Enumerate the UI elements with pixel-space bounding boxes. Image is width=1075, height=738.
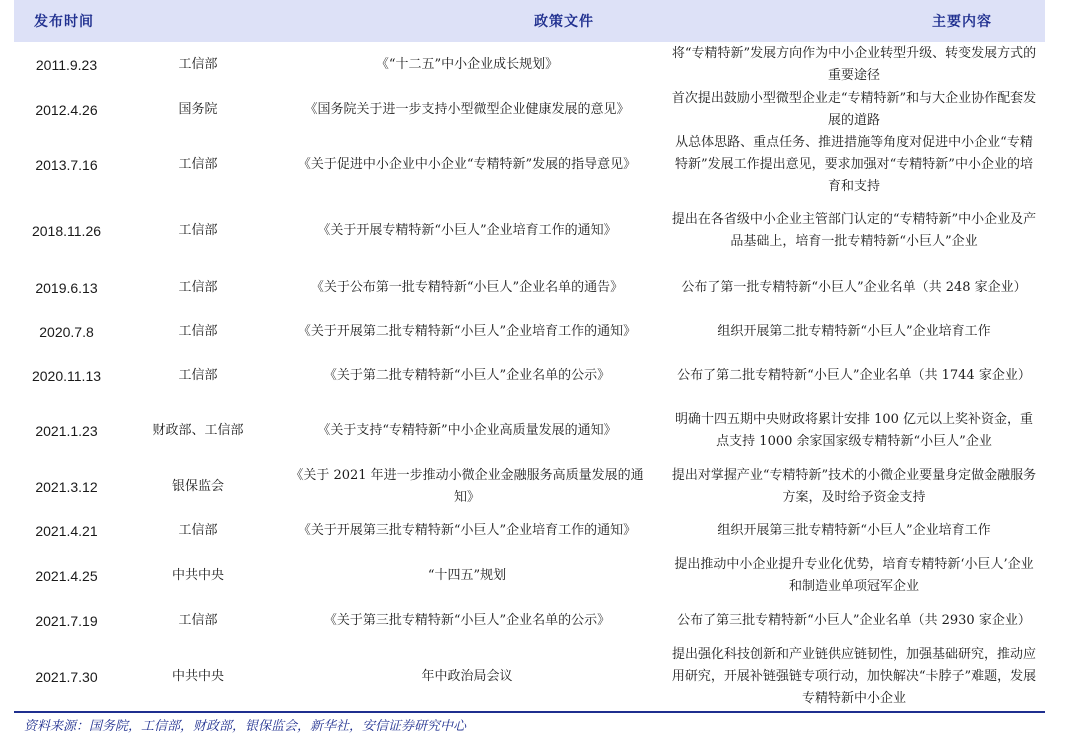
cell-document: 《关于公布第一批专精特新“小巨人”企业名单的通告》 [310, 279, 624, 295]
cell-content: 将“专精特新”发展方向作为中小企业转型升级、转变发展方式的重要途径 [671, 45, 1037, 83]
table-row [14, 310, 1045, 354]
cell-dept: 工信部 [178, 56, 218, 72]
bottom-rule [14, 711, 1045, 713]
table-row [14, 397, 1045, 465]
cell-content: 提出推动中小企业提升专业化优势，培育专精特新‘小巨人’企业和制造业单项冠军企业 [674, 557, 1034, 594]
cell-date: 2012.4.26 [35, 102, 98, 118]
cell-dept: 工信部 [178, 324, 218, 339]
table-row [14, 598, 1045, 643]
cell-document: 《“十二五”中小企业成长规划》 [375, 56, 559, 72]
cell-document: 《关于第二批专精特新“小巨人”企业名单的公示》 [323, 367, 611, 383]
table-row [14, 87, 1045, 133]
table-row [14, 554, 1045, 598]
cell-dept: 工信部 [178, 523, 218, 538]
cell-document: 《关于促进中小企业中小企业“专精特新”发展的指导意见》 [297, 157, 637, 172]
cell-document: 《关于 2021 年进一步推动小微企业金融服务高质量发展的通知》 [290, 467, 644, 505]
cell-content: 公布了第一批专精特新“小巨人”企业名单（共 248 家企业） [681, 279, 1027, 295]
cell-date: 2020.11.13 [31, 367, 102, 384]
cell-dept: 国务院 [178, 102, 218, 117]
cell-date: 2013.7.16 [35, 157, 98, 173]
cell-document: 《关于第三批专精特新“小巨人”企业名单的公示》 [323, 612, 611, 628]
cell-dept: 工信部 [178, 157, 218, 172]
cell-date: 2021.4.21 [35, 523, 98, 539]
cell-document: 年中政治局会议 [421, 668, 513, 684]
cell-dept: 银保监会 [171, 478, 224, 494]
table-row [14, 643, 1045, 710]
cell-dept: 财政部、工信部 [152, 423, 244, 438]
cell-date: 2020.7.8 [39, 324, 94, 340]
cell-content: 从总体思路、重点任务、推进措施等角度对促进中小企业“专精特新”发展工作提出意见，要求加强对“专精特新”中小企业的培育和支持 [675, 135, 1033, 194]
cell-date: 2011.9.23 [35, 56, 98, 73]
cell-document: 《国务院关于进一步支持小型微型企业健康发展的意见》 [304, 102, 630, 117]
cell-date: 2021.7.19 [35, 612, 98, 629]
table-row [14, 508, 1045, 554]
cell-document: 《关于开展专精特新“小巨人”企业培育工作的通知》 [317, 223, 617, 238]
table-body [14, 42, 1045, 710]
cell-document: 《关于开展第二批专精特新“小巨人”企业培育工作的通知》 [297, 324, 637, 339]
cell-content: 公布了第三批专精特新“小巨人”企业名单（共 2930 家企业） [677, 612, 1031, 628]
cell-dept: 中共中央 [171, 668, 224, 684]
cell-date: 2021.3.12 [35, 478, 98, 495]
cell-date: 2021.7.30 [35, 668, 98, 685]
table-row [14, 465, 1045, 508]
cell-content: 组织开展第二批专精特新“小巨人”企业培育工作 [717, 324, 991, 339]
header-content: 主要内容 [932, 14, 992, 30]
cell-document: 《关于开展第三批专精特新“小巨人”企业培育工作的通知》 [297, 523, 637, 538]
cell-document: 《关于支持“专精特新”中小企业高质量发展的通知》 [317, 423, 617, 438]
cell-content: 明确十四五期中央财政将累计安排 100 亿元以上奖补资金，重点支持 1000 余家国家级专精特新“小巨人”企业 [674, 412, 1034, 449]
cell-dept: 工信部 [178, 612, 218, 628]
cell-date: 2021.1.23 [35, 423, 98, 439]
cell-content: 提出对掌握产业“专精特新”技术的小微企业要量身定做金融服务方案，及时给予资金支持 [671, 467, 1037, 505]
table-row [14, 133, 1045, 197]
cell-date: 2021.4.25 [35, 568, 98, 584]
cell-dept: 工信部 [178, 279, 218, 295]
cell-content: 组织开展第三批专精特新“小巨人”企业培育工作 [717, 523, 991, 538]
cell-dept: 中共中央 [171, 568, 224, 583]
cell-document: “十四五”规划 [427, 568, 507, 583]
table-row [14, 197, 1045, 265]
table-row [14, 265, 1045, 310]
table-row [14, 354, 1045, 397]
cell-content: 首次提出鼓励小型微型企业走“专精特新”和与大企业协作配套发展的道路 [671, 91, 1037, 128]
cell-content: 提出在各省级中小企业主管部门认定的“专精特新”中小企业及产品基础上，培育一批专精特新“小巨人”企业 [671, 212, 1037, 249]
cell-content: 提出强化科技创新和产业链供应链韧性，加强基础研究，推动应用研究，开展补链强链专项行动，加快解决“卡脖子”难题，发展专精特新中小企业 [671, 646, 1037, 706]
cell-dept: 工信部 [178, 367, 218, 383]
cell-date: 2018.11.26 [31, 223, 102, 239]
table-header [14, 0, 1045, 42]
source-note: 资料来源：国务院，工信部，财政部，银保监会，新华社，安信证券研究中心 [24, 719, 467, 734]
table-row [14, 42, 1045, 87]
cell-content: 公布了第二批专精特新“小巨人”企业名单（共 1744 家企业） [677, 367, 1031, 383]
cell-date: 2019.6.13 [35, 279, 98, 296]
header-date: 发布时间 [34, 14, 94, 30]
cell-dept: 工信部 [178, 223, 218, 238]
policy-table [14, 0, 1045, 710]
header-document: 政策文件 [534, 14, 594, 30]
